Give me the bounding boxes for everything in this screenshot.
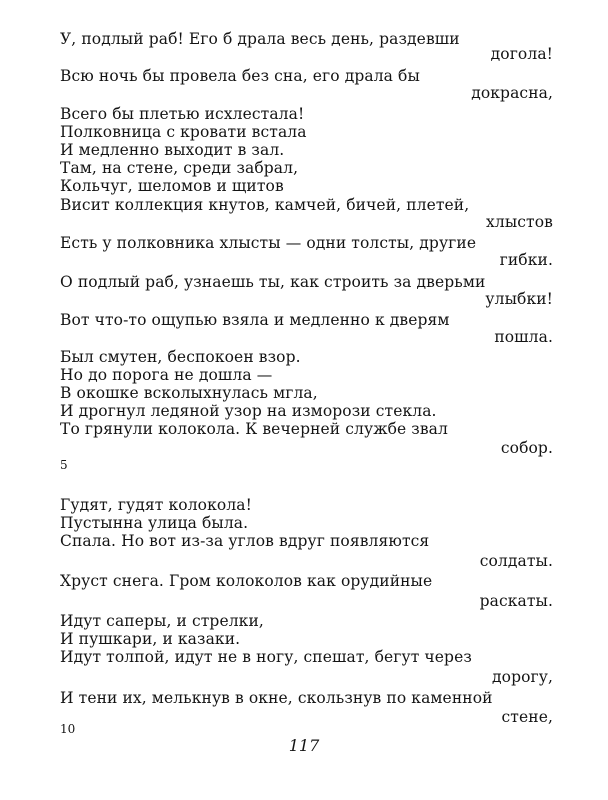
poem-line: Всю ночь бы провела без сна, его драла бы [60,67,420,85]
poem-line: Спала. Но вот из-за углов вдруг появляются [60,532,430,550]
poem-line: Хруст снега. Гром колоколов как орудийные [60,572,433,590]
poem-line-continuation: улыбки! [485,290,553,308]
poem-line: Есть у полковника хлысты — одни толсты, другие [60,234,477,252]
poem-line: Кольчуг, шеломов и щитов [60,177,284,195]
poem-line: Висит коллекция кнутов, камчей, бичей, плетей, [60,196,470,214]
poem-line-continuation: собор. [500,439,553,457]
poem-line-continuation: гибки. [499,251,553,269]
poem-line: Идут толпой, идут не в ногу, спешат, бегут через [60,648,472,666]
poem-line: Полковница с кровати встала [60,123,307,141]
poem-line: И дрогнул ледяной узор на изморози стекла. [60,402,437,420]
poem-line-continuation: дорогу, [492,668,553,686]
poem-line: Был смутен, беспокоен взор. [60,348,301,366]
poem-line-continuation: хлыстов [486,213,553,231]
poem-line-continuation: солдаты. [479,552,553,570]
poem-line: Но до порога не дошла — [60,366,273,384]
poem-line: И тени их, мелькнув в окне, скользнув по каменной [60,689,493,707]
poem-line: У, подлый раб! Его б драла весь день, раздевши [60,30,460,48]
page-number: 117 [288,736,320,755]
poem-line-continuation: пошла. [494,328,553,346]
poem-line-continuation: раскаты. [479,592,553,610]
poem-line: Гудят, гудят колокола! [60,496,252,514]
line-number-margin: 5 [60,458,68,472]
poem-line: Пустынна улица была. [60,514,249,532]
poem-line: Вот что-то ощупью взяла и медленно к дверям [60,311,450,329]
poem-line: То грянули колокола. К вечерней службе звал [60,420,448,438]
poem-line: Всего бы плетью исхлестала! [60,105,305,123]
line-number-margin: 10 [60,722,76,736]
poem-line: И пушкари, и казаки. [60,630,241,648]
poem-line: О подлый раб, узнаешь ты, как строить за дверьми [60,273,486,291]
poem-line-continuation: стене, [501,708,553,726]
poem-line: Идут саперы, и стрелки, [60,612,264,630]
poem-line: В окошке всколыхнулась мгла, [60,384,318,402]
poem-line: Там, на стене, среди забрал, [60,159,299,177]
poem-line-continuation: догола! [490,45,553,63]
poem-line: И медленно выходит в зал. [60,141,285,159]
poem-line-continuation: докрасна, [471,84,553,102]
